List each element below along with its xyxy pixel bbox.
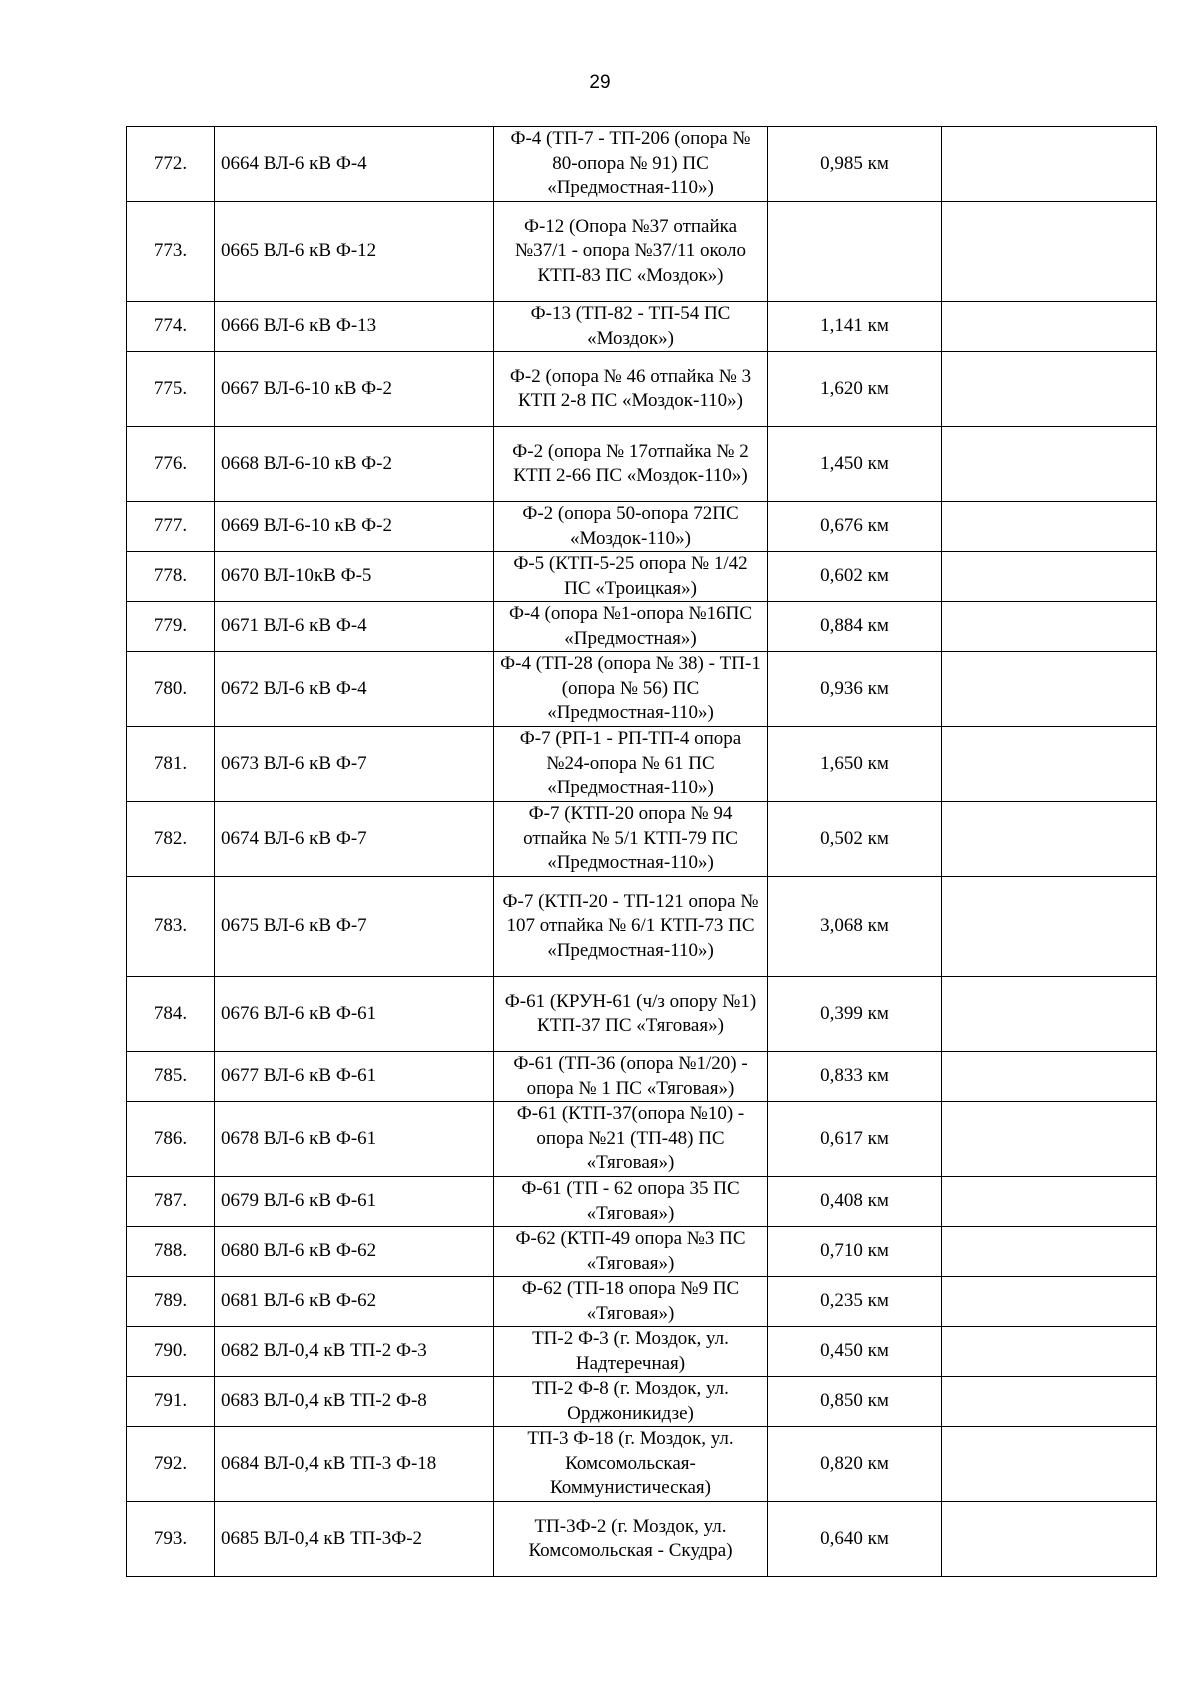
object-code-cell: 0666 ВЛ-6 кВ Ф-13 xyxy=(215,302,494,352)
object-description-cell: Ф-12 (Опора №37 отпайка №37/1 - опора №37/11 около КТП-83 ПС «Моздок») xyxy=(494,202,768,302)
object-code-cell: 0664 ВЛ-6 кВ Ф-4 xyxy=(215,127,494,202)
line-length-cell: 0,602 км xyxy=(768,552,942,602)
table-row xyxy=(127,877,1157,977)
row-number-cell: 791. xyxy=(127,1377,215,1427)
line-length-cell: 3,068 км xyxy=(768,877,942,977)
row-number-cell: 779. xyxy=(127,602,215,652)
object-code-cell: 0681 ВЛ-6 кВ Ф-62 xyxy=(215,1277,494,1327)
table-row xyxy=(127,727,1157,802)
notes-cell xyxy=(942,977,1157,1052)
object-code-cell: 0678 ВЛ-6 кВ Ф-61 xyxy=(215,1102,494,1177)
object-description-cell: Ф-61 (КРУН-61 (ч/з опору №1) КТП-37 ПС «Тяговая») xyxy=(494,977,768,1052)
notes-cell xyxy=(942,552,1157,602)
object-description-cell: ТП-2 Ф-8 (г. Моздок, ул. Орджоникидзе) xyxy=(494,1377,768,1427)
notes-cell xyxy=(942,802,1157,877)
table-row xyxy=(127,1502,1157,1577)
notes-cell xyxy=(942,302,1157,352)
object-description-cell: Ф-5 (КТП-5-25 опора № 1/42 ПС «Троицкая») xyxy=(494,552,768,602)
notes-cell xyxy=(942,1377,1157,1427)
table-row xyxy=(127,652,1157,727)
row-number-cell: 775. xyxy=(127,352,215,427)
object-description-cell: Ф-62 (КТП-49 опора №3 ПС «Тяговая») xyxy=(494,1227,768,1277)
table-row xyxy=(127,1177,1157,1227)
row-number-cell: 786. xyxy=(127,1102,215,1177)
object-code-cell: 0675 ВЛ-6 кВ Ф-7 xyxy=(215,877,494,977)
object-code-cell: 0673 ВЛ-6 кВ Ф-7 xyxy=(215,727,494,802)
page-number: 29 xyxy=(589,72,611,93)
row-number-cell: 780. xyxy=(127,652,215,727)
notes-cell xyxy=(942,1327,1157,1377)
row-number-cell: 790. xyxy=(127,1327,215,1377)
object-code-cell: 0665 ВЛ-6 кВ Ф-12 xyxy=(215,202,494,302)
table-row xyxy=(127,1427,1157,1502)
line-length-cell: 0,936 км xyxy=(768,652,942,727)
table-row xyxy=(127,1052,1157,1102)
object-code-cell: 0672 ВЛ-6 кВ Ф-4 xyxy=(215,652,494,727)
object-code-cell: 0684 ВЛ-0,4 кВ ТП-3 Ф-18 xyxy=(215,1427,494,1502)
object-description-cell: Ф-4 (ТП-28 (опора № 38) - ТП-1 (опора № 56) ПС «Предмостная-110») xyxy=(494,652,768,727)
line-length-cell: 1,620 км xyxy=(768,352,942,427)
line-length-cell: 0,676 км xyxy=(768,502,942,552)
line-length-cell: 1,141 км xyxy=(768,302,942,352)
object-description-cell: ТП-2 Ф-3 (г. Моздок, ул. Надтеречная) xyxy=(494,1327,768,1377)
row-number-cell: 793. xyxy=(127,1502,215,1577)
line-length-cell: 1,450 км xyxy=(768,427,942,502)
object-description-cell: Ф-7 (КТП-20 опора № 94 отпайка № 5/1 КТП-79 ПС «Предмостная-110») xyxy=(494,802,768,877)
object-description-cell: Ф-2 (опора 50-опора 72ПС «Моздок-110») xyxy=(494,502,768,552)
notes-cell xyxy=(942,1102,1157,1177)
object-code-cell: 0671 ВЛ-6 кВ Ф-4 xyxy=(215,602,494,652)
line-length-cell: 0,884 км xyxy=(768,602,942,652)
notes-cell xyxy=(942,1502,1157,1577)
line-length-cell: 0,985 км xyxy=(768,127,942,202)
table-row xyxy=(127,1277,1157,1327)
object-description-cell: Ф-7 (КТП-20 - ТП-121 опора № 107 отпайка № 6/1 КТП-73 ПС «Предмостная-110») xyxy=(494,877,768,977)
line-length-cell xyxy=(768,202,942,302)
line-length-cell: 0,502 км xyxy=(768,802,942,877)
row-number-cell: 787. xyxy=(127,1177,215,1227)
object-description-cell: Ф-61 (ТП - 62 опора 35 ПС «Тяговая») xyxy=(494,1177,768,1227)
object-code-cell: 0680 ВЛ-6 кВ Ф-62 xyxy=(215,1227,494,1277)
notes-cell xyxy=(942,652,1157,727)
object-code-cell: 0683 ВЛ-0,4 кВ ТП-2 Ф-8 xyxy=(215,1377,494,1427)
line-length-cell: 0,450 км xyxy=(768,1327,942,1377)
row-number-cell: 777. xyxy=(127,502,215,552)
object-description-cell: Ф-2 (опора № 46 отпайка № 3 КТП 2-8 ПС «Моздок-110») xyxy=(494,352,768,427)
table-row xyxy=(127,1227,1157,1277)
line-length-cell: 0,820 км xyxy=(768,1427,942,1502)
notes-cell xyxy=(942,1177,1157,1227)
notes-cell xyxy=(942,1277,1157,1327)
line-length-cell: 0,710 км xyxy=(768,1227,942,1277)
object-description-cell: ТП-3 Ф-18 (г. Моздок, ул. Комсомольская-Коммунистическая) xyxy=(494,1427,768,1502)
notes-cell xyxy=(942,1427,1157,1502)
row-number-cell: 782. xyxy=(127,802,215,877)
registry-table-body xyxy=(127,127,1157,1577)
line-length-cell: 0,399 км xyxy=(768,977,942,1052)
row-number-cell: 783. xyxy=(127,877,215,977)
row-number-cell: 781. xyxy=(127,727,215,802)
notes-cell xyxy=(942,727,1157,802)
table-row xyxy=(127,302,1157,352)
row-number-cell: 774. xyxy=(127,302,215,352)
table-row xyxy=(127,202,1157,302)
line-length-cell: 1,650 км xyxy=(768,727,942,802)
line-length-cell: 0,617 км xyxy=(768,1102,942,1177)
table-row xyxy=(127,352,1157,427)
table-row xyxy=(127,977,1157,1052)
object-description-cell: Ф-62 (ТП-18 опора №9 ПС «Тяговая») xyxy=(494,1277,768,1327)
table-row xyxy=(127,502,1157,552)
object-description-cell: Ф-4 (ТП-7 - ТП-206 (опора № 80-опора № 91) ПС «Предмостная-110») xyxy=(494,127,768,202)
object-code-cell: 0668 ВЛ-6-10 кВ Ф-2 xyxy=(215,427,494,502)
row-number-cell: 785. xyxy=(127,1052,215,1102)
notes-cell xyxy=(942,427,1157,502)
registry-table xyxy=(126,126,1157,1577)
notes-cell xyxy=(942,502,1157,552)
notes-cell xyxy=(942,1227,1157,1277)
row-number-cell: 788. xyxy=(127,1227,215,1277)
object-code-cell: 0670 ВЛ-10кВ Ф-5 xyxy=(215,552,494,602)
object-code-cell: 0674 ВЛ-6 кВ Ф-7 xyxy=(215,802,494,877)
row-number-cell: 778. xyxy=(127,552,215,602)
object-code-cell: 0676 ВЛ-6 кВ Ф-61 xyxy=(215,977,494,1052)
row-number-cell: 792. xyxy=(127,1427,215,1502)
table-row xyxy=(127,1377,1157,1427)
object-code-cell: 0667 ВЛ-6-10 кВ Ф-2 xyxy=(215,352,494,427)
notes-cell xyxy=(942,352,1157,427)
notes-cell xyxy=(942,602,1157,652)
object-description-cell: Ф-4 (опора №1-опора №16ПС «Предмостная») xyxy=(494,602,768,652)
object-code-cell: 0669 ВЛ-6-10 кВ Ф-2 xyxy=(215,502,494,552)
row-number-cell: 784. xyxy=(127,977,215,1052)
object-description-cell: Ф-7 (РП-1 - РП-ТП-4 опора №24-опора № 61 ПС «Предмостная-110») xyxy=(494,727,768,802)
row-number-cell: 776. xyxy=(127,427,215,502)
object-code-cell: 0682 ВЛ-0,4 кВ ТП-2 Ф-3 xyxy=(215,1327,494,1377)
row-number-cell: 773. xyxy=(127,202,215,302)
object-description-cell: Ф-61 (ТП-36 (опора №1/20) - опора № 1 ПС «Тяговая») xyxy=(494,1052,768,1102)
row-number-cell: 772. xyxy=(127,127,215,202)
table-row xyxy=(127,127,1157,202)
object-description-cell: Ф-13 (ТП-82 - ТП-54 ПС «Моздок») xyxy=(494,302,768,352)
object-description-cell: ТП-3Ф-2 (г. Моздок, ул. Комсомольская - Скудра) xyxy=(494,1502,768,1577)
notes-cell xyxy=(942,202,1157,302)
notes-cell xyxy=(942,1052,1157,1102)
table-row xyxy=(127,1102,1157,1177)
table-row xyxy=(127,602,1157,652)
row-number-cell: 789. xyxy=(127,1277,215,1327)
object-code-cell: 0679 ВЛ-6 кВ Ф-61 xyxy=(215,1177,494,1227)
object-description-cell: Ф-2 (опора № 17отпайка № 2 КТП 2-66 ПС «Моздок-110») xyxy=(494,427,768,502)
notes-cell xyxy=(942,877,1157,977)
table-row xyxy=(127,427,1157,502)
line-length-cell: 0,833 км xyxy=(768,1052,942,1102)
table-row xyxy=(127,1327,1157,1377)
notes-cell xyxy=(942,127,1157,202)
table-row xyxy=(127,552,1157,602)
object-description-cell: Ф-61 (КТП-37(опора №10) - опора №21 (ТП-48) ПС «Тяговая») xyxy=(494,1102,768,1177)
line-length-cell: 0,850 км xyxy=(768,1377,942,1427)
line-length-cell: 0,640 км xyxy=(768,1502,942,1577)
line-length-cell: 0,235 км xyxy=(768,1277,942,1327)
object-code-cell: 0677 ВЛ-6 кВ Ф-61 xyxy=(215,1052,494,1102)
object-code-cell: 0685 ВЛ-0,4 кВ ТП-3Ф-2 xyxy=(215,1502,494,1577)
line-length-cell: 0,408 км xyxy=(768,1177,942,1227)
table-row xyxy=(127,802,1157,877)
